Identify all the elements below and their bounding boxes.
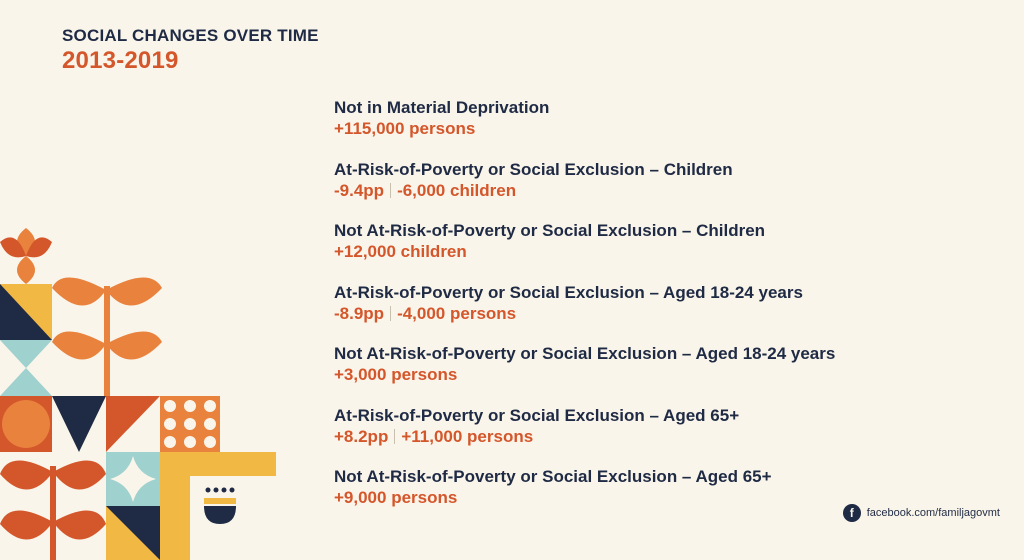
stat-value: +9,000 persons [334,488,458,507]
stat-title: At-Risk-of-Poverty or Social Exclusion – Children [334,159,733,179]
page-header [62,26,319,75]
footer-social[interactable] [843,504,1000,522]
geometric-floral-illustration [0,226,280,560]
stat-item [334,282,974,344]
dotted-tile [164,400,216,448]
stat-change-pp: +8.2pp [334,426,389,446]
url-handle: familjagovmt [938,507,1000,519]
stat-values [334,180,974,201]
period-label: 2013-2019 [62,47,179,74]
yellow-block [160,452,276,560]
stat-change-count: -6,000 children [397,180,517,200]
stat-value: +115,000 persons [334,119,476,138]
stat-title: Not At-Risk-of-Poverty or Social Exclusion – Children [334,221,766,240]
stat-title: Not At-Risk-of-Poverty or Social Exclusion – Aged 65+ [334,467,772,486]
stat-change-pp: -8.9pp [334,303,385,323]
stat-change-pp: -9.4pp [334,180,385,200]
stats-list [334,97,974,528]
value-separator [390,306,391,321]
facebook-icon: f [843,504,861,522]
facebook-url[interactable] [867,507,1000,519]
value-separator [390,183,391,198]
stat-title: At-Risk-of-Poverty or Social Exclusion – Aged 65+ [334,405,740,425]
stat-item [334,159,974,221]
lower-leaf-shape [0,452,106,560]
stat-item [334,405,974,467]
value-separator [394,429,395,444]
flower-petals-shape [0,228,52,284]
stat-title: Not At-Risk-of-Poverty or Social Exclusion – Aged 18-24 years [334,344,836,363]
star-tile [106,452,160,560]
stat-change-count: -4,000 persons [397,303,517,323]
page-title: SOCIAL CHANGES OVER TIME [62,26,319,45]
stat-title: At-Risk-of-Poverty or Social Exclusion – Aged 18-24 years [334,282,803,302]
stat-values [334,303,974,324]
stat-value: +3,000 persons [334,365,458,384]
stat-item [334,220,974,282]
stat-item [334,97,974,159]
url-domain: facebook.com/ [866,507,939,519]
stat-values [334,426,974,447]
stat-value: +12,000 children [334,242,467,261]
stat-change-count: +11,000 persons [401,426,534,446]
leaf-stalk-shape [52,277,162,396]
stat-item [334,343,974,405]
stat-title: Not in Material Deprivation [334,98,550,117]
